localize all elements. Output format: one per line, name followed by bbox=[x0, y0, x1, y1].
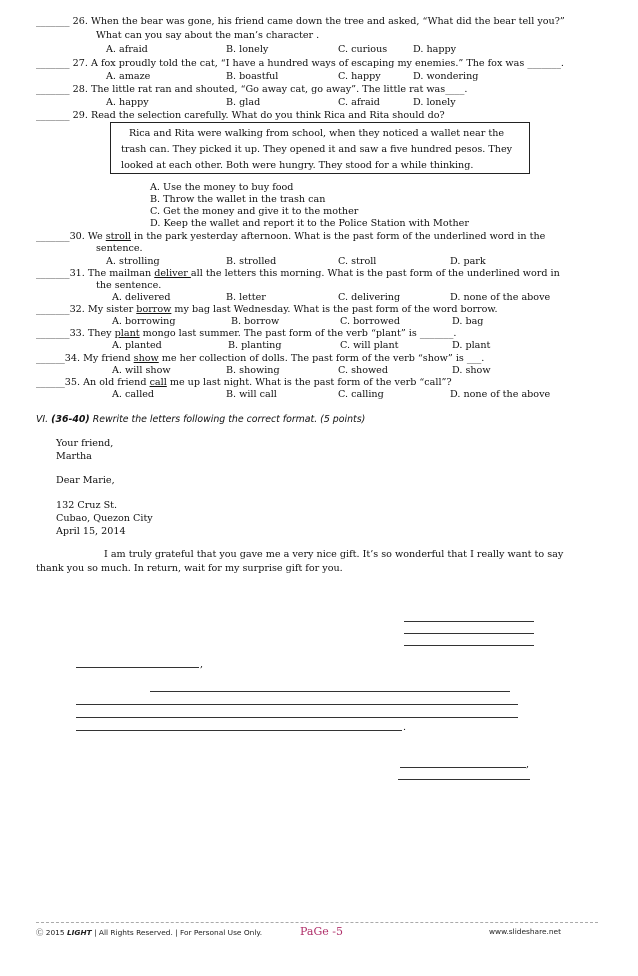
question-29 bbox=[36, 110, 445, 122]
question-text: When the bear was gone, his friend came down the tree and asked, “What did the bear tell you?” bbox=[90, 16, 565, 27]
option-a: A. borrowing bbox=[112, 316, 176, 327]
question-number: 33. bbox=[69, 328, 85, 339]
reading-passage-box bbox=[110, 122, 530, 174]
question-number: 26. bbox=[72, 16, 88, 27]
option-d: D. happy bbox=[413, 44, 457, 55]
option-d: D. wondering bbox=[413, 71, 479, 82]
option-c: C. happy bbox=[338, 71, 381, 82]
heading-answer-line[interactable] bbox=[404, 633, 534, 634]
question-number: 34. bbox=[64, 353, 81, 364]
question-30-continuation: sentence. bbox=[96, 243, 143, 254]
question-number: 32. bbox=[69, 304, 85, 315]
option-d: D. show bbox=[452, 365, 491, 376]
option-a: A. called bbox=[112, 389, 155, 400]
option-a: A. will show bbox=[112, 365, 171, 376]
option-c: C. Get the money and give it to the mother bbox=[150, 206, 359, 217]
underlined-verb: call bbox=[149, 377, 167, 388]
question-30 bbox=[36, 231, 545, 243]
letter-address-line-1: 132 Cruz St. bbox=[56, 500, 118, 511]
greeting-answer-line[interactable] bbox=[76, 667, 199, 668]
question-33 bbox=[36, 328, 456, 340]
option-c: C. delivering bbox=[338, 292, 401, 303]
answer-blank: _______ bbox=[36, 16, 70, 27]
section-heading bbox=[36, 414, 365, 426]
question-text: The mailman bbox=[87, 268, 155, 279]
option-c: C. stroll bbox=[338, 256, 377, 267]
underlined-verb: show bbox=[133, 353, 159, 364]
footer-year: 2015 bbox=[45, 928, 65, 937]
question-text: An old friend bbox=[83, 377, 150, 388]
option-c: C. curious bbox=[338, 44, 388, 55]
section-numeral: VI. bbox=[36, 414, 49, 425]
option-d: D. park bbox=[450, 256, 486, 267]
question-32 bbox=[36, 304, 498, 316]
body-answer-line[interactable] bbox=[150, 691, 510, 692]
option-c: C. calling bbox=[338, 389, 384, 400]
letter-closing: Your friend, bbox=[56, 438, 114, 449]
page-number: PaGe -5 bbox=[300, 925, 343, 938]
body-answer-line[interactable] bbox=[76, 717, 518, 718]
option-b: B. showing bbox=[226, 365, 280, 376]
underlined-verb: borrow bbox=[136, 304, 172, 315]
option-b: B. Throw the wallet in the trash can bbox=[150, 194, 326, 205]
underlined-verb: deliver bbox=[154, 268, 191, 279]
passage-text: Rica and Rita were walking from school, when they noticed a wallet near the trash can. They picked it up. They opened it and saw a five hundred pesos. They looked at each other. Both were hungry. They stood for a while thinking. bbox=[121, 128, 513, 171]
closing-answer-line[interactable] bbox=[400, 767, 526, 768]
question-text: me her collection of dolls. The past form of the verb “show” is ___. bbox=[158, 353, 485, 364]
question-text: We bbox=[87, 231, 106, 242]
option-c: C. afraid bbox=[338, 97, 380, 108]
answer-blank: ______ bbox=[36, 353, 65, 364]
question-text: me up last night. What is the past form of the verb “call”? bbox=[166, 377, 452, 388]
option-b: B. letter bbox=[226, 292, 266, 303]
option-a: A. planted bbox=[112, 340, 162, 351]
question-35 bbox=[36, 377, 452, 389]
item-range: (36-40) bbox=[51, 414, 90, 425]
body-answer-line[interactable] bbox=[76, 730, 402, 731]
closing-comma: , bbox=[526, 759, 530, 770]
answer-blank: _______ bbox=[36, 58, 70, 69]
question-number: 30. bbox=[69, 231, 85, 242]
question-text: in the park yesterday afternoon. What is the past form of the underlined word in the bbox=[131, 231, 546, 242]
heading-answer-line[interactable] bbox=[404, 621, 534, 622]
option-a: A. afraid bbox=[106, 44, 148, 55]
letter-date: April 15, 2014 bbox=[56, 526, 126, 537]
option-a: A. happy bbox=[106, 97, 149, 108]
question-text: my bag last Wednesday. What is the past form of the word borrow. bbox=[171, 304, 498, 315]
option-c: C. borrowed bbox=[340, 316, 400, 327]
answer-blank: _______ bbox=[36, 304, 70, 315]
option-a: A. strolling bbox=[106, 256, 160, 267]
question-34 bbox=[36, 353, 484, 365]
question-26-continuation: What can you say about the man’s character . bbox=[96, 30, 320, 41]
question-text: Read the selection carefully. What do you think Rica and Rita should do? bbox=[90, 110, 445, 121]
option-a: A. Use the money to buy food bbox=[150, 182, 294, 193]
question-text: The little rat ran and shouted, “Go away cat, go away”. The little rat was____. bbox=[90, 84, 468, 95]
option-b: B. boastful bbox=[226, 71, 279, 82]
answer-blank: ______ bbox=[36, 377, 65, 388]
question-number: 28. bbox=[72, 84, 88, 95]
footer-divider bbox=[36, 922, 598, 923]
section-instruction: Rewrite the letters following the correct format. (5 points) bbox=[92, 414, 366, 425]
answer-blank: _______ bbox=[36, 84, 70, 95]
option-d: D. none of the above bbox=[450, 389, 551, 400]
option-d: D. Keep the wallet and report it to the Police Station with Mother bbox=[150, 218, 469, 229]
question-number: 27. bbox=[72, 58, 88, 69]
question-text: mongo last summer. The past form of the verb “plant” is _______. bbox=[139, 328, 457, 339]
answer-blank: _______ bbox=[36, 110, 70, 121]
letter-body-line-2: thank you so much. In return, wait for my surprise gift for you. bbox=[36, 563, 343, 574]
option-c: C. showed bbox=[338, 365, 389, 376]
question-27 bbox=[36, 58, 564, 70]
signature-answer-line[interactable] bbox=[398, 779, 530, 780]
greeting-comma: , bbox=[200, 659, 204, 670]
underlined-verb: plant bbox=[114, 328, 140, 339]
option-c: C. will plant bbox=[340, 340, 399, 351]
footer-rights: | All Rights Reserved. | For Personal Use Only. bbox=[94, 928, 263, 937]
letter-address-line-2: Cubao, Quezon City bbox=[56, 513, 153, 524]
footer-site-link[interactable]: www.slideshare.net bbox=[489, 927, 561, 936]
option-d: D. lonely bbox=[413, 97, 456, 108]
question-text: They bbox=[87, 328, 115, 339]
question-text: My sister bbox=[87, 304, 137, 315]
option-a: A. delivered bbox=[112, 292, 171, 303]
question-28 bbox=[36, 84, 467, 96]
option-b: B. lonely bbox=[226, 44, 269, 55]
body-answer-line[interactable] bbox=[76, 704, 518, 705]
underlined-verb: stroll bbox=[105, 231, 131, 242]
letter-greeting: Dear Marie, bbox=[56, 475, 115, 486]
answer-blank: _______ bbox=[36, 231, 70, 242]
copyright-icon: Ⓒ bbox=[36, 928, 44, 937]
answer-blank: _______ bbox=[36, 268, 70, 279]
body-period: . bbox=[403, 722, 407, 733]
footer-brand: LIGHT bbox=[66, 928, 92, 937]
option-d: D. plant bbox=[452, 340, 491, 351]
question-text: all the letters this morning. What is the past form of the underlined word in bbox=[190, 268, 560, 279]
answer-blank: _______ bbox=[36, 328, 70, 339]
heading-answer-line[interactable] bbox=[404, 645, 534, 646]
question-number: 29. bbox=[72, 110, 88, 121]
footer-copyright bbox=[36, 927, 262, 938]
option-b: B. planting bbox=[228, 340, 282, 351]
question-number: 35. bbox=[64, 377, 81, 388]
option-b: B. strolled bbox=[226, 256, 277, 267]
question-text: A fox proudly told the cat, “I have a hundred ways of escaping my enemies.” The fox was _______. bbox=[90, 58, 564, 69]
question-31 bbox=[36, 268, 560, 280]
option-b: B. borrow bbox=[231, 316, 280, 327]
option-d: D. none of the above bbox=[450, 292, 551, 303]
option-b: B. will call bbox=[226, 389, 277, 400]
option-b: B. glad bbox=[226, 97, 261, 108]
question-number: 31. bbox=[69, 268, 85, 279]
question-text: My friend bbox=[83, 353, 134, 364]
question-26 bbox=[36, 16, 565, 28]
option-a: A. amaze bbox=[106, 71, 151, 82]
letter-signature: Martha bbox=[56, 451, 92, 462]
option-d: D. bag bbox=[452, 316, 484, 327]
question-31-continuation: the sentence. bbox=[96, 280, 162, 291]
letter-body-line-1: I am truly grateful that you gave me a very nice gift. It’s so wonderful that I really want to say bbox=[104, 549, 564, 560]
